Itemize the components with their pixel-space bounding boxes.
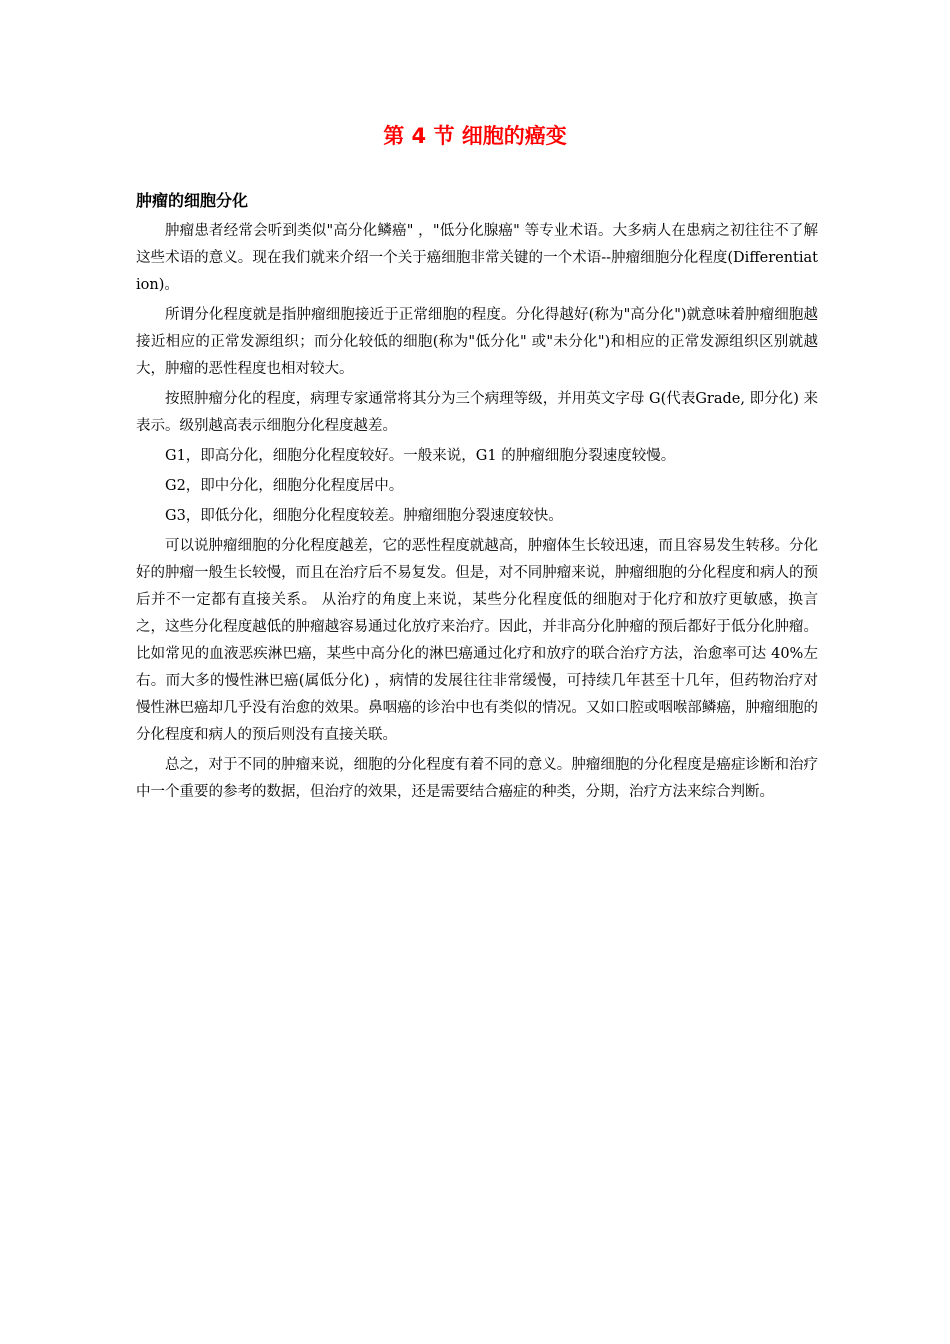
- paragraph-g1: G1，即高分化，细胞分化程度较好。一般来说，G1 的肿瘤细胞分裂速度较慢。: [165, 448, 676, 464]
- paragraph-g2: G2，即中分化，细胞分化程度居中。: [165, 478, 404, 494]
- paragraph-definition: 所谓分化程度就是指肿瘤细胞接近于正常细胞的程度。分化得越好(称为"高分化")就意味着肿瘤细胞越接近相应的正常发源组织；而分化较低的细胞(称为"低分化" 或"未分化")和相应的正常发源组织区别就越大，肿瘤的恶性程度也相对较大。: [136, 307, 818, 377]
- paragraph-g3: G3，即低分化，细胞分化程度较差。肿瘤细胞分裂速度较快。: [165, 508, 563, 524]
- paragraph-intro: 肿瘤患者经常会听到类似"高分化鳞癌" ，"低分化腺癌" 等专业术语。大多病人在患病之初往往不了解这些术语的意义。现在我们就来介绍一个关于癌细胞非常关键的一个术语--肿瘤细胞分化程度(Differentiation)。: [136, 223, 818, 293]
- paragraph-conclusion: 总之，对于不同的肿瘤来说，细胞的分化程度有着不同的意义。肿瘤细胞的分化程度是癌症诊断和治疗中一个重要的参考的数据，但治疗的效果，还是需要结合癌症的种类，分期，治疗方法来综合判断。: [136, 757, 818, 800]
- page-title: 第 4 节 细胞的癌变: [383, 124, 567, 148]
- document-body: [136, 188, 818, 809]
- section-heading: 肿瘤的细胞分化: [136, 191, 249, 210]
- paragraph-prognosis: 可以说肿瘤细胞的分化程度越差，它的恶性程度就越高，肿瘤体生长较迅速，而且容易发生转移。分化好的肿瘤一般生长较慢，而且在治疗后不易复发。但是，对不同肿瘤来说，肿瘤细胞的分化程度和病人的预后并不一定都有直接关系。 从治疗的角度上来说，某些分化程度低的细胞对于化疗和放疗更敏感，换言之，这些分化程度越低的肿瘤越容易通过化放疗来治疗。因此，并非高分化肿瘤的预后都好于低分化肿瘤。比如常见的血液恶疾淋巴癌，某些中高分化的淋巴癌通过化疗和放疗的联合治疗方法，治愈率可达 40%左右。而大多的慢性淋巴癌(属低分化) ，病情的发展往往非常缓慢，可持续几年甚至十几年，但药物治疗对慢性淋巴癌却几乎没有治愈的效果。鼻咽癌的诊治中也有类似的情况。又如口腔或咽喉部鳞癌，肿瘤细胞的分化程度和病人的预后则没有直接关联。: [136, 538, 818, 743]
- paragraph-grading: 按照肿瘤分化的程度，病理专家通常将其分为三个病理等级，并用英文字母 G(代表Grade, 即分化) 来表示。级别越高表示细胞分化程度越差。: [136, 391, 818, 434]
